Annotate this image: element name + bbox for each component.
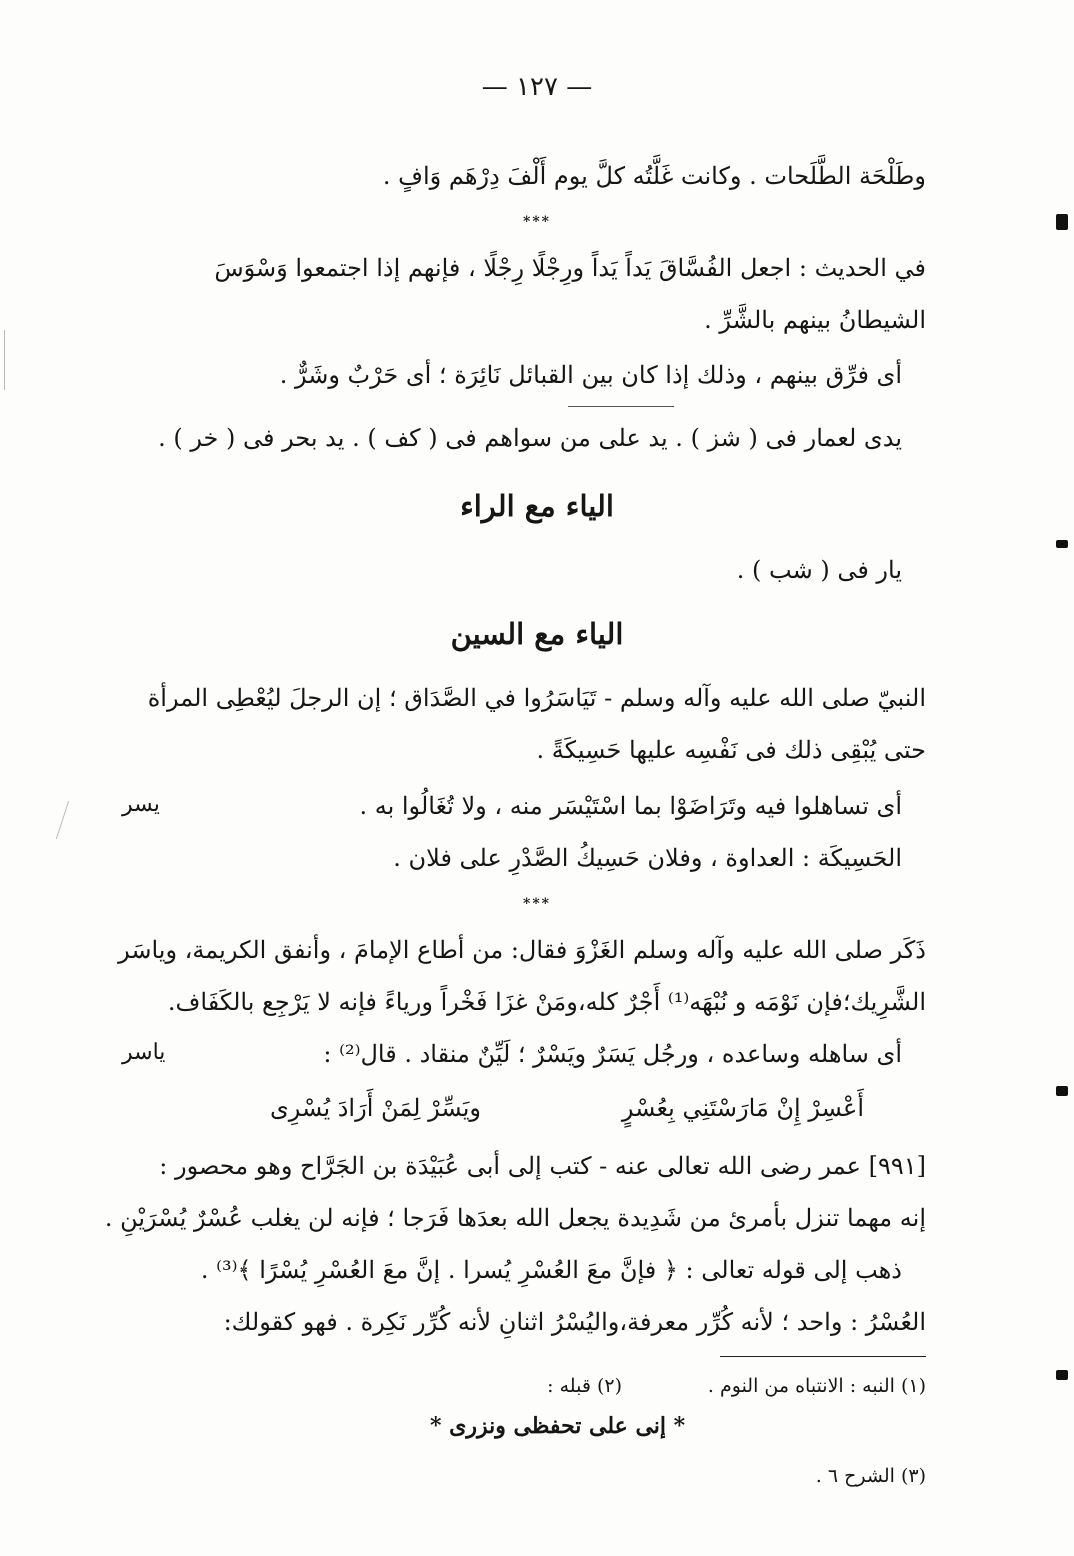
text-line: وطَلْحَة الطَّلَحات . وكانت غَلَّتُه كلَّ يوم أَلْفَ دِرْهَم وَافٍ . [382,162,926,190]
text-line: الشَّرِيك؛فإن نَوْمَه و نُبْهَه⁽¹⁾ أَجْرٌ كله،ومَنْ غزَا فَخْراً ورياءً فإنه لا يَرْجِع بالكَفَاف. [167,988,926,1016]
text-line: أى تساهلوا فيه وتَرَاضَوْا بما اسْتَيْسَر منه ، ولا تُغَالُوا به . [359,792,902,820]
footnote: (٣) الشرح ٦ . [815,1465,926,1487]
text-line: الشيطانُ بينهم بالشَّرِّ . [704,306,926,334]
section-heading: الياء مع الراء [460,489,614,523]
underline-rule [568,406,674,407]
footnote: (٢) قبله : [547,1375,622,1397]
text-line: أى فرِّق بينهم ، وذلك إذا كان بين القبائل نَائِرَة ؛ أى حَرْبٌ وشَرٌّ . [279,361,902,389]
footnote-verse: * إنى على تحفظى ونزرى * [430,1413,686,1439]
text-line: يار فى ( شب ) . [736,556,902,584]
scan-artifact [4,330,5,390]
margin-note: يسر [122,792,160,817]
verse-hemistich-right: أَعْسِرْ إِنْ مَارَسْتَنِي بِعُسْرٍ [621,1094,864,1122]
margin-note: ياسر [122,1040,166,1065]
text-line: إنه مهما تنزل بأمرئ من شَدِيدة يجعل الله بعدَها فَرَجا ؛ فإنه لن يغلب عُسْرٌ يُسْرَيْنِ . [104,1204,926,1232]
scan-artifact [56,801,69,839]
section-divider: *** [523,214,551,230]
text-line: النبيّ صلى الله عليه وآله وسلم - تَيَاسَرُوا في الصَّدَاق ؛ إن الرجلَ ليُعْطِى المرأة [147,684,926,712]
text-line: ذهب إلى قوله تعالى : ﴿ فإنَّ معَ العُسْرِ يُسرا . إنَّ معَ العُسْرِ يُسْرًا ﴾⁽³⁾ . [200,1256,902,1284]
text-line: حتى يُبْقِى ذلك فى نَفْسِه عليها حَسِيكَةً . [536,736,926,764]
binding-mark [1056,1370,1068,1380]
page-number: — ١٢٧ — [481,72,593,102]
footnote-rule [720,1356,926,1357]
section-divider: *** [523,896,551,912]
binding-mark [1056,540,1068,548]
verse-hemistich-left: ويَسِّرْ لِمَنْ أَرَادَ يُسْرِى [270,1094,481,1122]
text-line: العُسْرُ : واحد ؛ لأنه كُرِّر معرفة،واليُسْرُ اثنانِ لأنه كُرِّر نَكِرة . فهو كقولك: [223,1308,926,1336]
text-line: ذَكَر صلى الله عليه وآله وسلم الغَزْوَ فقال: من أطاع الإمامَ ، وأنفق الكريمة، وياسَر [118,936,926,964]
text-line: الحَسِيكَة : العداوة ، وفلان حَسِيكُ الصَّدْرِ على فلان . [393,844,902,872]
text-line: في الحديث : اجعل الفُسَّاقَ يَداً يَداً ورِجْلًا رِجْلًا ، فإنهم إذا اجتمعوا وَسْوَسَ [214,254,926,282]
text-line: أى ساهله وساعده ، ورجُل يَسَرٌ ويَسْرٌ ؛ لَيِّنٌ منقاد . قال⁽²⁾ : [323,1040,902,1068]
text-line: [٩٩١] عمر رضى الله تعالى عنه - كتب إلى أبى عُبَيْدَة بن الجَرَّاح وهو محصور : [159,1152,926,1180]
binding-mark [1056,214,1068,230]
binding-mark [1056,1086,1068,1096]
section-heading: الياء مع السين [450,617,624,651]
text-line: يدى لعمار فى ( شز ) . يد على من سواهم فى ( كف ) . يد بحر فى ( خر ) . [158,424,902,452]
footnote: (١) النبه : الانتباه من النوم . [707,1375,926,1397]
